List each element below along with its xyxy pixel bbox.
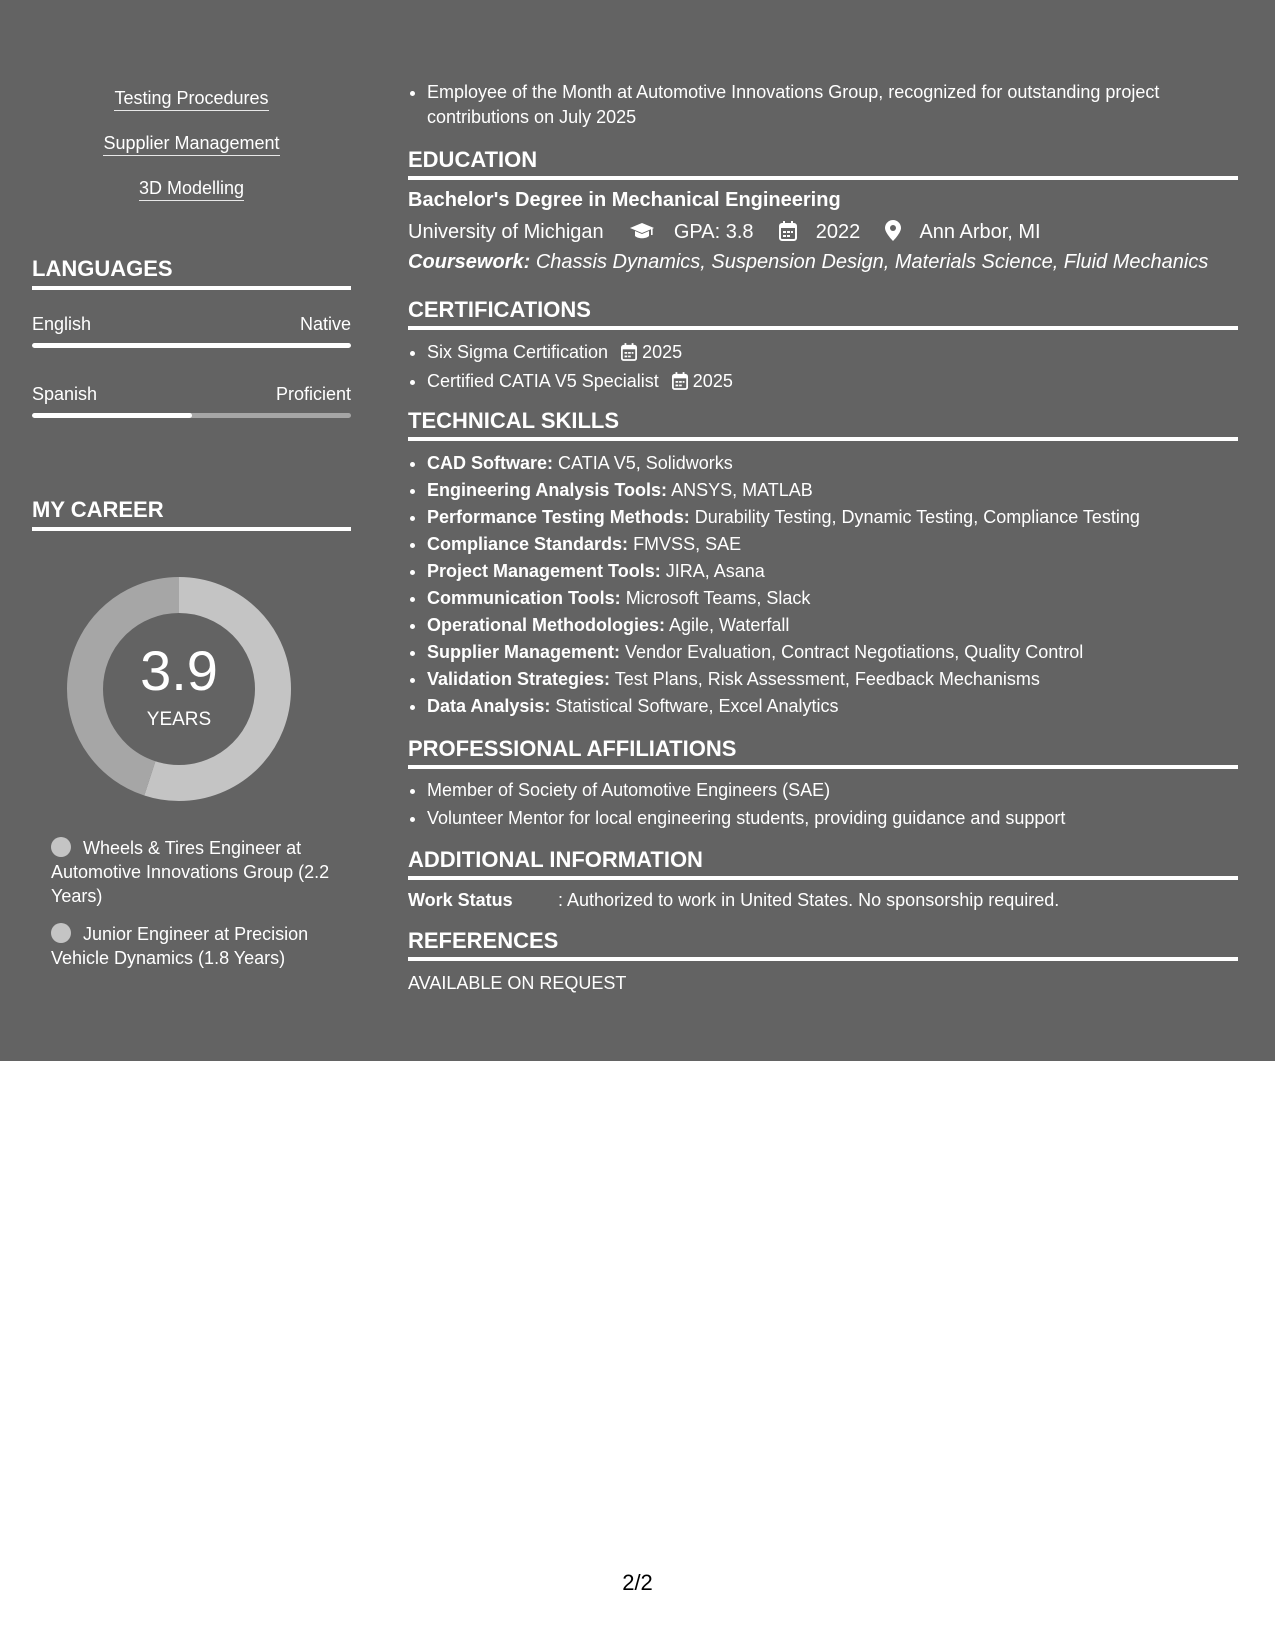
skill-item <box>427 504 1257 531</box>
degree-title: Bachelor's Degree in Mechanical Engineering <box>408 189 841 211</box>
language-bar-fill <box>32 413 192 418</box>
awards-list <box>408 80 1257 130</box>
work-status-value: : Authorized to work in United States. No sponsorship required. <box>558 890 1060 910</box>
career-legend-item <box>51 922 341 970</box>
page-number: 2/2 <box>622 1570 653 1595</box>
language-name: English <box>32 314 92 334</box>
coursework-label: Coursework: <box>408 251 531 273</box>
affiliation-item: • Volunteer Mentor for local engineering students, providing guidance and support <box>427 804 1257 832</box>
calendar-icon <box>621 342 637 368</box>
skill-value: Statistical Software, Excel Analytics <box>555 696 839 716</box>
skill-link-label: 3D Modelling <box>139 178 244 201</box>
graduation-year: 2022 <box>815 221 861 243</box>
skill-label: Communication Tools: <box>427 588 621 608</box>
skill-value: Agile, Waterfall <box>669 615 790 635</box>
skill-value: Vendor Evaluation, Contract Negotiations, Quality Control <box>625 642 1084 662</box>
skill-item <box>427 693 1257 720</box>
skill-item <box>427 477 1257 504</box>
skill-label: Project Management Tools: <box>427 561 661 581</box>
work-status-label: Work Status <box>408 890 513 910</box>
skill-item <box>427 585 1257 612</box>
skill-link-label: Supplier Management <box>103 133 279 156</box>
technical-skills-heading: TECHNICAL SKILLS <box>408 408 1238 441</box>
skill-item <box>427 531 1257 558</box>
skill-item <box>427 639 1257 666</box>
skill-item <box>427 666 1257 693</box>
career-donut-chart <box>67 577 291 801</box>
skill-value: Microsoft Teams, Slack <box>625 588 811 608</box>
education-location: Ann Arbor, MI <box>919 221 1041 243</box>
donut-center <box>67 577 291 801</box>
skill-item <box>427 450 1257 477</box>
skill-link-testing-procedures[interactable] <box>32 88 351 109</box>
coursework <box>408 251 1208 274</box>
legend-dot <box>51 837 71 857</box>
language-name: Spanish <box>32 384 98 404</box>
school-name: University of Michigan <box>408 221 604 243</box>
skill-label: CAD Software: <box>427 453 554 473</box>
career-total-value: 3.9 <box>140 639 218 702</box>
language-bar-spanish <box>32 413 351 418</box>
affiliations-heading: PROFESSIONAL AFFILIATIONS <box>408 736 1238 769</box>
education-heading: EDUCATION <box>408 147 1238 180</box>
language-level: Proficient <box>275 384 351 404</box>
skill-label: Validation Strategies: <box>427 669 611 689</box>
affiliation-item: • Member of Society of Automotive Engineers (SAE) <box>427 776 1257 804</box>
certification-year: 2025 <box>692 371 733 391</box>
certifications-list <box>408 339 1257 397</box>
technical-skills-list <box>408 450 1257 720</box>
skill-value: FMVSS, SAE <box>633 534 742 554</box>
coursework-list: Chassis Dynamics, Suspension Design, Materials Science, Fluid Mechanics <box>535 251 1209 273</box>
skill-link-3d-modelling[interactable] <box>32 178 351 199</box>
skill-link-supplier-management[interactable] <box>32 133 351 154</box>
calendar-icon <box>672 371 688 397</box>
skill-value: JIRA, Asana <box>665 561 765 581</box>
skill-item <box>427 558 1257 585</box>
references-heading: REFERENCES <box>408 928 1238 961</box>
additional-info-heading: ADDITIONAL INFORMATION <box>408 847 1238 880</box>
references-text: AVAILABLE ON REQUEST <box>408 973 627 993</box>
skill-value: Test Plans, Risk Assessment, Feedback Mechanisms <box>614 669 1040 689</box>
career-heading: MY CAREER <box>32 497 351 531</box>
graduation-cap-icon <box>629 221 655 247</box>
certification-item <box>427 339 1257 368</box>
languages-heading: LANGUAGES <box>32 256 351 290</box>
skill-value: ANSYS, MATLAB <box>671 480 813 500</box>
career-legend-label: Wheels & Tires Engineer at Automotive Innovations Group (2.2 Years) <box>51 838 330 906</box>
skill-label: Engineering Analysis Tools: <box>427 480 668 500</box>
skill-value: Durability Testing, Dynamic Testing, Compliance Testing <box>694 507 1140 527</box>
skill-label: Data Analysis: <box>427 696 551 716</box>
certification-name: Six Sigma Certification <box>427 342 609 362</box>
affiliations-list <box>408 776 1257 832</box>
skill-label: Supplier Management: <box>427 642 621 662</box>
language-level: Native <box>299 314 351 334</box>
certification-year: 2025 <box>642 342 683 362</box>
map-pin-icon <box>885 220 901 247</box>
skill-value: CATIA V5, Solidworks <box>558 453 733 473</box>
career-legend-item <box>51 836 341 908</box>
legend-dot <box>51 923 71 943</box>
calendar-icon <box>779 221 797 247</box>
skill-label: Compliance Standards: <box>427 534 629 554</box>
certification-name: Certified CATIA V5 Specialist <box>427 371 659 391</box>
career-legend-label: Junior Engineer at Precision Vehicle Dynamics (1.8 Years) <box>51 924 309 968</box>
certifications-heading: CERTIFICATIONS <box>408 297 1238 330</box>
language-bar-fill <box>32 343 351 348</box>
gpa: GPA: 3.8 <box>673 221 754 243</box>
certification-item <box>427 368 1257 397</box>
skill-link-label: Testing Procedures <box>114 88 268 111</box>
career-total-unit: YEARS <box>146 709 212 730</box>
skill-label: Operational Methodologies: <box>427 615 666 635</box>
degree-meta <box>408 220 1041 247</box>
award-item: • Employee of the Month at Automotive Innovations Group, recognized for outstanding project contributions on July 2025 <box>427 80 1257 130</box>
skill-item <box>427 612 1257 639</box>
language-bar-english <box>32 343 351 348</box>
skill-label: Performance Testing Methods: <box>427 507 690 527</box>
